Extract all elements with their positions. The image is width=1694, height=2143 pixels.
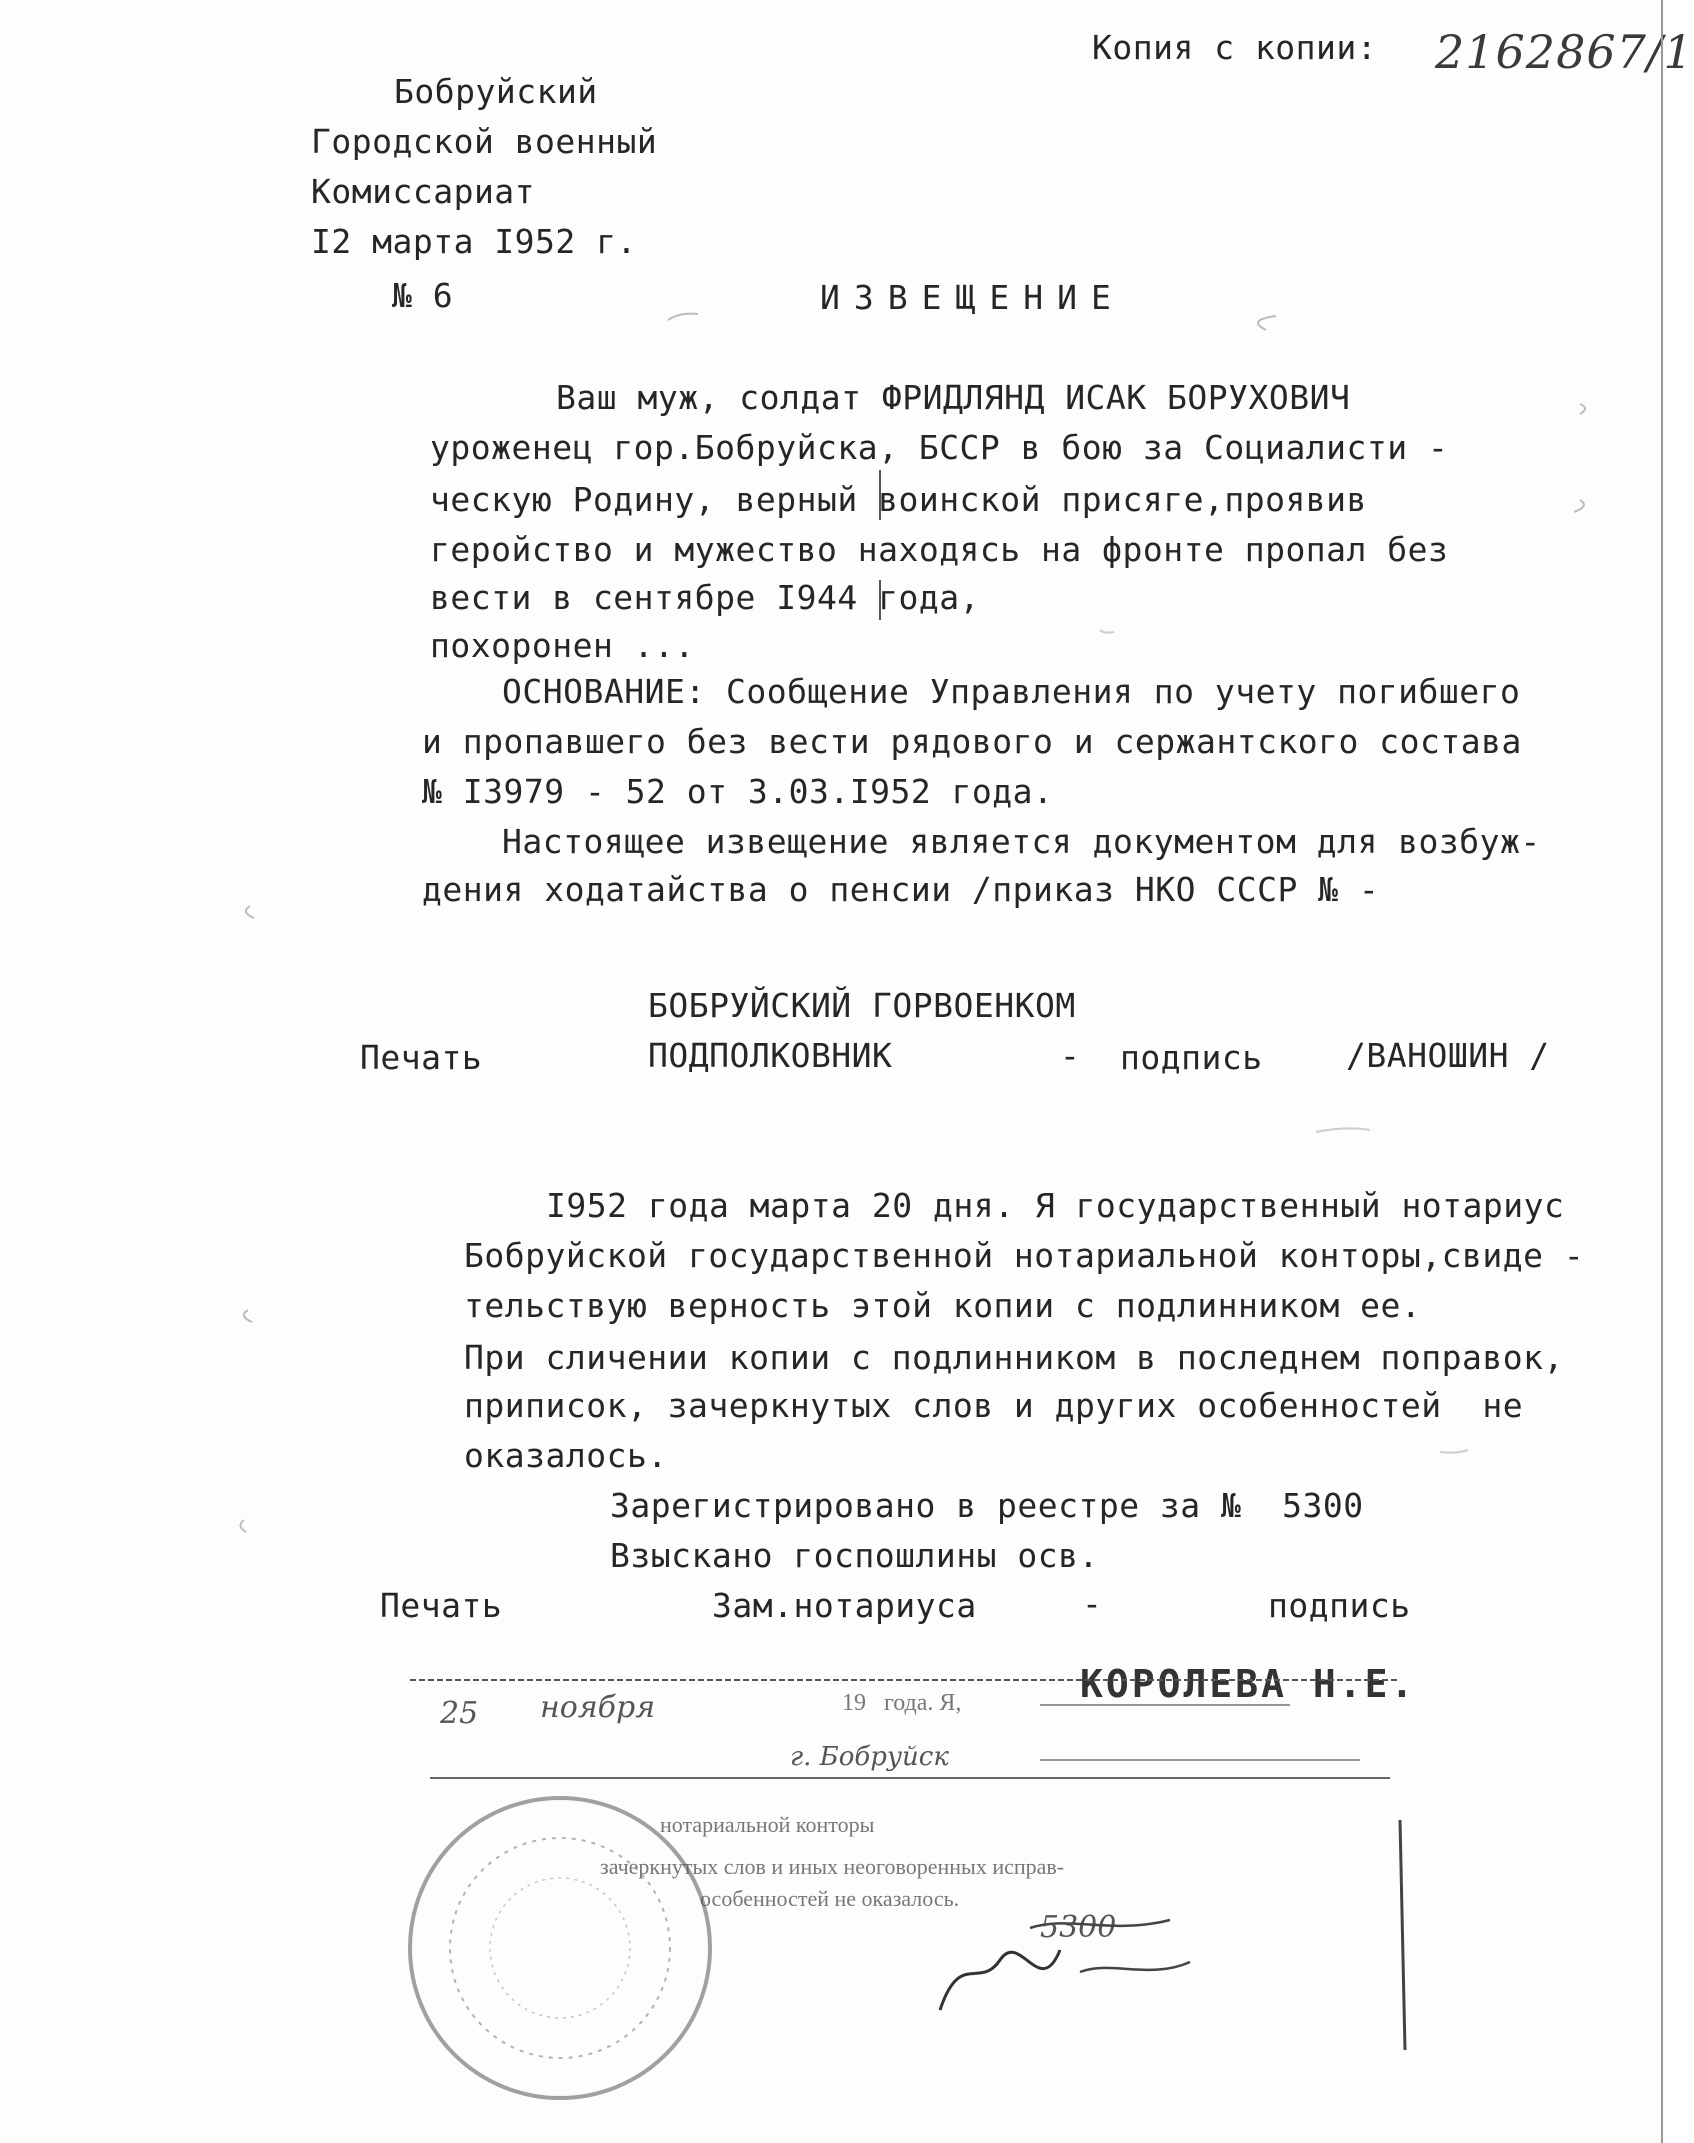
notary-line-1: I952 года марта 20 дня. Я государственный нотариус xyxy=(546,1186,1565,1225)
document-title: ИЗВЕЩЕНИЕ xyxy=(820,278,1125,317)
pension-line-2: дения ходатайства о пенсии /приказ НКО СССР № - xyxy=(422,870,1380,909)
sender-line-2: Городской военный xyxy=(311,122,658,161)
copy-label: Копия с копии: xyxy=(1092,28,1378,67)
pension-line-1: Настоящее извещение является документом для возбуж- xyxy=(502,822,1541,861)
notary-line-3: тельствую верность этой копии с подлинником ее. xyxy=(464,1286,1422,1325)
body-line-3: ческую Родину, верный воинской присяге,проявив xyxy=(430,480,1367,519)
round-seal-icon xyxy=(410,1798,710,2098)
stamp-year-line: 19 года. Я, xyxy=(842,1690,962,1716)
body-line-1: Ваш муж, солдат ФРИДЛЯНД ИСАК БОРУХОВИЧ xyxy=(556,378,1351,417)
sender-line-1: Бобруйский xyxy=(394,72,598,111)
dash-1: - xyxy=(1060,1036,1081,1075)
signature-label-2: подпись xyxy=(1268,1586,1411,1625)
notary-line-6: оказалось. xyxy=(464,1436,668,1475)
body-line-4: геройство и мужество находясь на фронте пропал без xyxy=(430,530,1449,569)
dash-2: - xyxy=(1082,1584,1103,1623)
notary-line-2: Бобруйской государственной нотариальной конторы,свиде - xyxy=(464,1236,1585,1275)
stamp-day: 25 xyxy=(440,1696,479,1731)
archive-number: 2162867/1 xyxy=(1435,25,1694,79)
notary-line-5: приписок, зачеркнутых слов и других особенностей не xyxy=(464,1386,1524,1425)
stamp-line-3: нотариальной конторы xyxy=(660,1812,875,1837)
body-line-6: похоронен ... xyxy=(430,626,695,665)
office-title: БОБРУЙСКИЙ ГОРВОЕНКОМ xyxy=(648,986,1076,1025)
stamp-signature-stroke xyxy=(1030,1920,1170,1928)
stamp-line-5: особенностей не оказалось. xyxy=(700,1886,960,1911)
rank-label: ПОДПОЛКОВНИК xyxy=(648,1036,893,1075)
stamp-edge xyxy=(1400,1820,1405,2050)
certifier-name: КОРОЛЕВА Н.Е. xyxy=(1080,1662,1417,1706)
commissar-name: /ВАНОШИН / xyxy=(1346,1036,1550,1075)
notary-role: Зам.нотариуса xyxy=(712,1586,977,1625)
sender-date: I2 марта I952 г. xyxy=(311,222,637,261)
body-line-5: вести в сентябре I944 года, xyxy=(430,578,980,617)
basis-line-1: ОСНОВАНИЕ: Сообщение Управления по учету погибшего xyxy=(502,672,1521,711)
notary-line-4: При сличении копии с подлинником в последнем поправок, xyxy=(464,1338,1564,1377)
document-number: № 6 xyxy=(392,276,454,315)
stamp-signature-stroke-2 xyxy=(1080,1962,1190,1972)
stamp-label-1: Печать xyxy=(360,1038,483,1077)
registry-line: Зарегистрировано в реестре за № 5300 xyxy=(610,1486,1364,1525)
notary-signature-icon xyxy=(940,1950,1060,2010)
basis-line-2: и пропавшего без вести рядового и сержантского состава xyxy=(422,722,1522,761)
stamp-line-2: г. Бобруйск xyxy=(790,1742,949,1772)
stamp-label-2: Печать xyxy=(380,1586,503,1625)
body-line-2: уроженец гор.Бобруйска, БССР в бою за Социалисти - xyxy=(430,428,1449,467)
signature-label-1: подпись xyxy=(1120,1038,1263,1077)
basis-line-3: № I3979 - 52 от 3.03.I952 года. xyxy=(422,772,1054,811)
fee-line: Взыскано госпошлины осв. xyxy=(610,1536,1099,1575)
stamp-line-4: зачеркнутых слов и иных неоговоренных исправ- xyxy=(600,1854,1065,1879)
stamp-reg-number: 5300 xyxy=(1040,1910,1117,1945)
sender-line-3: Комиссариат xyxy=(311,172,536,211)
stamp-month: ноября xyxy=(540,1690,656,1725)
